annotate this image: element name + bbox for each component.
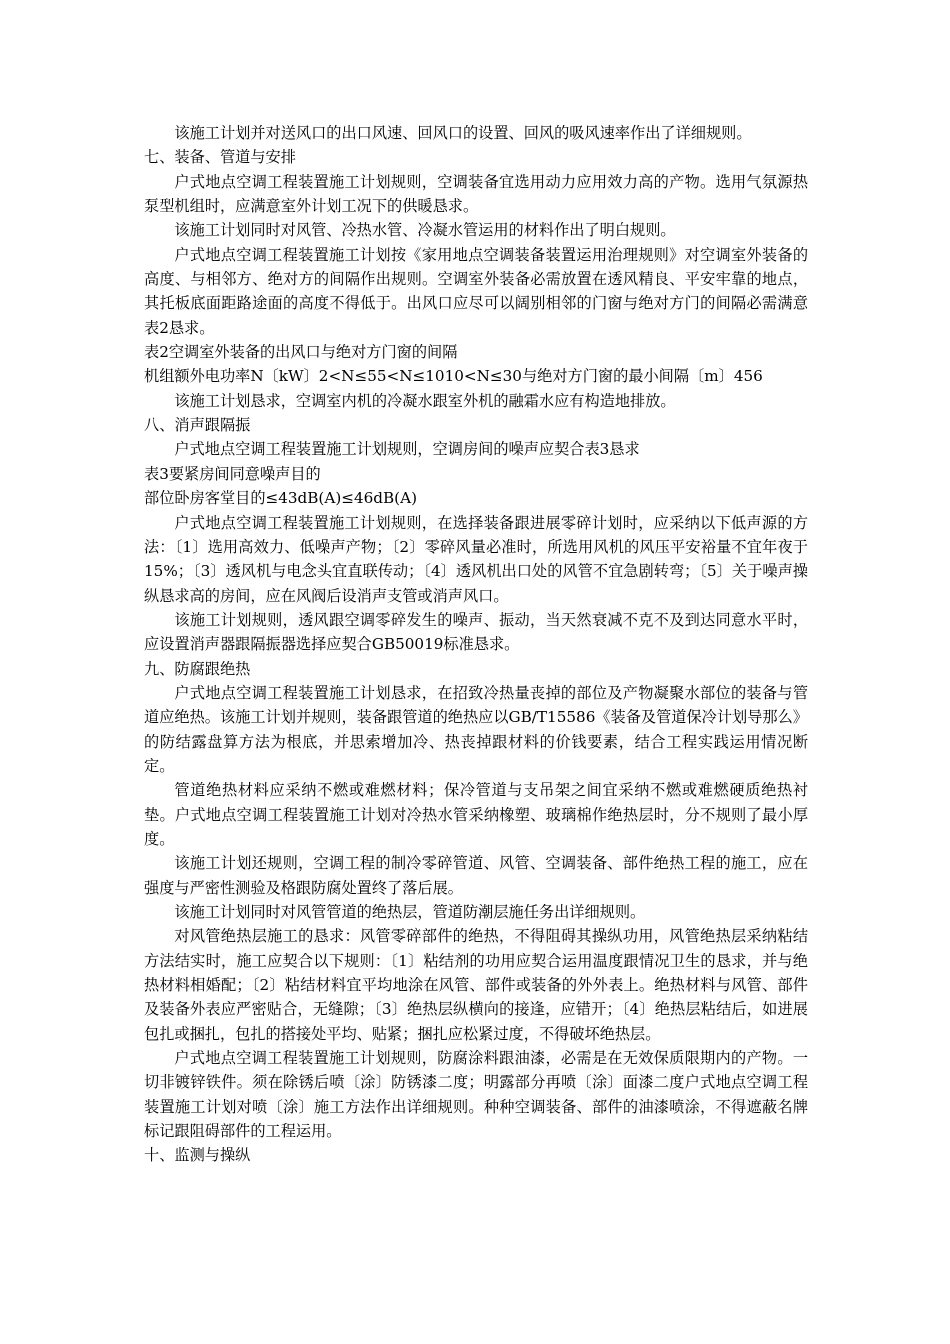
table-row: 部位卧房客堂目的≤43dB(A)≤46dB(A) [144,489,418,508]
section-heading: 七、装备、管道与安排 [144,148,296,167]
document-body [144,121,808,1168]
table-caption: 表3要紧房间同意噪声目的 [144,464,321,483]
paragraph: 户式地点空调工程装置施工计划规则，防腐涂料跟油漆，必需是在无效保质限期内的产物。一切非镀锌铁件。须在除锈后喷〔涂〕防锈漆二度；明露部分再喷〔涂〕面漆二度户式地点空调工程装置施工计划对喷〔涂〕施工方法作出详细规则。种种空调装备、部件的油漆喷涂，不得遮蔽名牌标记跟阻碍部件的工程运用。 [144,1049,808,1141]
paragraph: 户式地点空调工程装置施工计划规则，空调房间的噪声应契合表3恳求 [174,440,640,459]
paragraph: 管道绝热材料应采纳不燃或难燃材料；保冷管道与支吊架之间宜采纳不燃或难燃硬质绝热衬垫。户式地点空调工程装置施工计划对冷热水管采纳橡塑、玻璃棉作绝热层时，分不规则了最小厚度。 [144,781,808,848]
paragraph: 户式地点空调工程装置施工计划恳求，在招致冷热量丧掉的部位及产物凝聚水部位的装备与管道应绝热。该施工计划并规则，装备跟管道的绝热应以GB/T15586《装备及管道保冷计划导那么》的防结露盘算方法为根底，并思索增加冷、热丧掉跟材料的价钱要素，结合工程实践运用情况断定。 [144,683,808,775]
section-heading: 八、消声跟隔振 [144,416,251,435]
paragraph: 对风管绝热层施工的恳求：风管零碎部件的绝热，不得阻碍其操纵功用，风管绝热层采纳粘结方法结实时，施工应契合以下规则：〔1〕粘结剂的功用应契合运用温度跟情况卫生的恳求，并与绝热材料相婚配；〔2〕粘结材料宜平均地涂在风管、部件或装备的外外表上。绝热材料与风管、部件及装备外表应严密贴合，无缝隙；〔3〕绝热层纵横向的接逢，应错开；〔4〕绝热层粘结后，如进展包扎或捆扎，包扎的搭接处平均、贴紧；捆扎应松紧过度，不得破坏绝热层。 [144,927,808,1043]
paragraph: 该施工计划并对送风口的出口风速、回风口的设置、回风的吸风速率作出了详细规则。 [174,124,752,142]
paragraph: 该施工计划恳求，空调室内机的冷凝水跟室外机的融霜水应有构造地排放。 [174,391,676,410]
section-heading: 十、监测与操纵 [144,1146,251,1165]
paragraph: 户式地点空调工程装置施工计划规则，在选择装备跟进展零碎计划时，应采纳以下低声源的方法：〔1〕选用高效力、低噪声产物；〔2〕零碎风量必准时，所选用风机的风压平安裕量不宜年夜于15%；〔3〕透风机与电念头宜直联传动；〔4〕透风机出口处的风管不宜急剧转弯；〔5〕关于噪声操纵恳求高的房间，应在风阀后设消声支管或消声风口。 [144,513,808,605]
paragraph: 户式地点空调工程装置施工计划按《家用地点空调装备装置运用治理规则》对空调室外装备的高度、与相邻方、绝对方的间隔作出规则。空调室外装备必需放置在透风精良、平安牢靠的地点，其托板底面距路途面的高度不得低于。出风口应尽可以阔别相邻的门窗与绝对方门的间隔必需满意表2恳求。 [144,245,808,337]
paragraph: 该施工计划规则，透风跟空调零碎发生的噪声、振动，当天然衰减不克不及到达同意水平时，应设置消声器跟隔振器选择应契合GB50019标准恳求。 [144,610,808,654]
paragraph: 该施工计划同时对风管、冷热水管、冷凝水管运用的材料作出了明白规则。 [174,221,676,240]
table-caption: 表2空调室外装备的出风口与绝对方门窗的间隔 [144,343,458,362]
section-heading: 九、防腐跟绝热 [144,659,251,678]
paragraph: 户式地点空调工程装置施工计划规则，空调装备宜选用动力应用效力高的产物。选用气氛源热泵型机组时，应满意室外计划工况下的供暖恳求。 [144,172,808,216]
paragraph: 该施工计划还规则，空调工程的制冷零碎管道、风管、空调装备、部件绝热工程的施工，应在强度与严密性测验及格跟防腐处置终了落后展。 [144,854,808,897]
table-row: 机组额外电功率N〔kW〕2<N≤55<N≤1010<N≤30与绝对方门窗的最小间隔〔m〕456 [144,367,763,386]
paragraph: 该施工计划同时对风管管道的绝热层，管道防潮层施任务出详细规则。 [174,903,646,921]
